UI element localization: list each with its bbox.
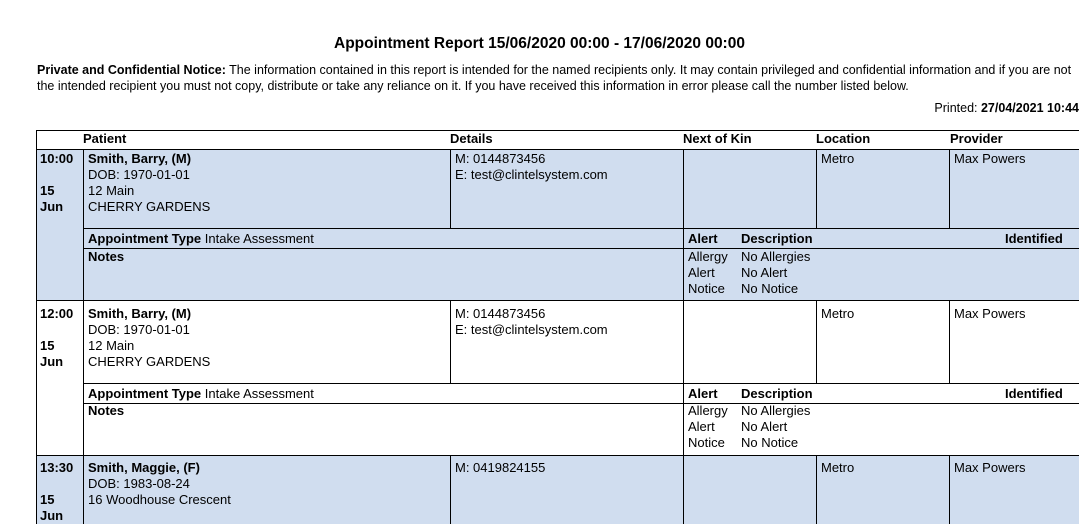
appointment-type: [88, 231, 314, 247]
location-column-divider: [816, 150, 817, 228]
notes-label: Notes: [88, 249, 125, 264]
appointment-month: Jun: [40, 508, 64, 523]
patient-address-line2: CHERRY GARDENS: [88, 199, 211, 214]
alert-type: Notice: [688, 281, 725, 296]
notice-label: Private and Confidential Notice:: [37, 63, 226, 77]
patient-address-line1: 16 Woodhouse Crescent: [88, 492, 231, 507]
appointment-time: 12:00: [40, 306, 74, 321]
patient-dob: DOB: 1970-01-01: [88, 167, 190, 182]
row-left-border: [36, 150, 37, 300]
appointment-type: [88, 386, 314, 402]
provider-column-divider: [949, 150, 950, 228]
subrow-header-border: [83, 248, 1079, 249]
description-header: Description: [741, 231, 813, 246]
identified-header: Identified: [1005, 386, 1063, 401]
patient-mobile: M: 0419824155: [455, 460, 546, 475]
confidential-notice: [37, 62, 1077, 94]
patient-name: Smith, Barry, (M): [88, 151, 192, 166]
details-column-divider: [450, 455, 451, 524]
kin-column-divider: [683, 300, 684, 455]
appointment-provider: Max Powers: [954, 460, 1026, 475]
alert-description: No Allergies: [741, 249, 811, 264]
column-header-patient: Patient: [83, 131, 127, 146]
appointment-month: Jun: [40, 199, 64, 214]
alert-description: No Notice: [741, 281, 799, 296]
alert-description: No Alert: [741, 419, 788, 434]
details-column-divider: [450, 300, 451, 383]
patient-address-line1: 12 Main: [88, 183, 135, 198]
printed-label: Printed:: [934, 101, 981, 115]
alert-header: Alert: [688, 386, 718, 401]
row-bottom-border: [36, 300, 1079, 301]
alert-description: No Notice: [741, 435, 799, 450]
appointment-time: 10:00: [40, 151, 74, 166]
report-title: Appointment Report 15/06/2020 00:00 - 17/06/2020 00:00: [334, 35, 745, 52]
alert-description: No Allergies: [741, 403, 811, 418]
appointment-day: 15: [40, 492, 55, 507]
patient-mobile: M: 0144873456: [455, 306, 546, 321]
alert-description: No Alert: [741, 265, 788, 280]
alert-type: Allergy: [688, 249, 728, 264]
row-left-border: [36, 300, 37, 455]
notes-label: Notes: [88, 403, 125, 418]
kin-column-divider: [683, 150, 684, 300]
appointment-day: 15: [40, 183, 55, 198]
appointment-location: Metro: [821, 306, 855, 321]
printed-timestamp: [934, 101, 1079, 115]
appointment-location: Metro: [821, 460, 855, 475]
patient-address-line2: CHERRY GARDENS: [88, 354, 211, 369]
appointment-provider: Max Powers: [954, 151, 1026, 166]
time-column-divider: [83, 150, 84, 300]
printed-value: 27/04/2021 10:44: [980, 101, 1079, 115]
appointment-provider: Max Powers: [954, 306, 1026, 321]
alert-type: Allergy: [688, 403, 728, 418]
details-column-divider: [450, 150, 451, 228]
patient-dob: DOB: 1970-01-01: [88, 322, 190, 337]
alert-type: Notice: [688, 435, 725, 450]
identified-header: Identified: [1005, 231, 1063, 246]
alert-type: Alert: [688, 419, 715, 434]
appointment-day: 15: [40, 338, 55, 353]
column-header-provider: Provider: [950, 131, 1003, 146]
table-left-border: [36, 130, 37, 150]
alert-type: Alert: [688, 265, 715, 280]
time-column-divider: [83, 300, 84, 455]
location-column-divider: [816, 300, 817, 383]
patient-mobile: M: 0144873456: [455, 151, 546, 166]
appointment-type-label: Appointment Type: [88, 231, 202, 246]
column-header-location: Location: [816, 131, 871, 146]
patient-email: E: test@clintelsystem.com: [455, 167, 608, 182]
patient-name: Smith, Barry, (M): [88, 306, 192, 321]
location-column-divider: [816, 455, 817, 524]
time-column-divider: [83, 455, 84, 524]
appointment-location: Metro: [821, 151, 855, 166]
appointment-time: 13:30: [40, 460, 74, 475]
patient-email: E: test@clintelsystem.com: [455, 322, 608, 337]
patient-dob: DOB: 1983-08-24: [88, 476, 190, 491]
appointment-type-value: Intake Assessment: [204, 231, 314, 246]
provider-column-divider: [949, 300, 950, 383]
column-header-row: [36, 130, 1079, 150]
appointment-type-value: Intake Assessment: [204, 386, 314, 401]
column-header-details: Details: [450, 131, 493, 146]
kin-column-divider: [683, 455, 684, 524]
appointment-month: Jun: [40, 354, 64, 369]
column-header-next-of-kin: Next of Kin: [683, 131, 752, 146]
provider-column-divider: [949, 455, 950, 524]
subrow-header-border: [83, 403, 1079, 404]
description-header: Description: [741, 386, 813, 401]
notice-text: The information contained in this report is intended for the named recipients only. It may contain privileged and confidential information and if you are not the intended recipient you must not copy, distribute or take any reliance on it. If you have received this information in error please call the number listed below.: [37, 63, 1072, 93]
patient-name: Smith, Maggie, (F): [88, 460, 200, 475]
row-left-border: [36, 455, 37, 524]
subrow-top-border: [83, 228, 1079, 229]
alert-header: Alert: [688, 231, 718, 246]
patient-address-line1: 12 Main: [88, 338, 135, 353]
subrow-top-border: [83, 383, 1079, 384]
appointment-type-label: Appointment Type: [88, 386, 202, 401]
